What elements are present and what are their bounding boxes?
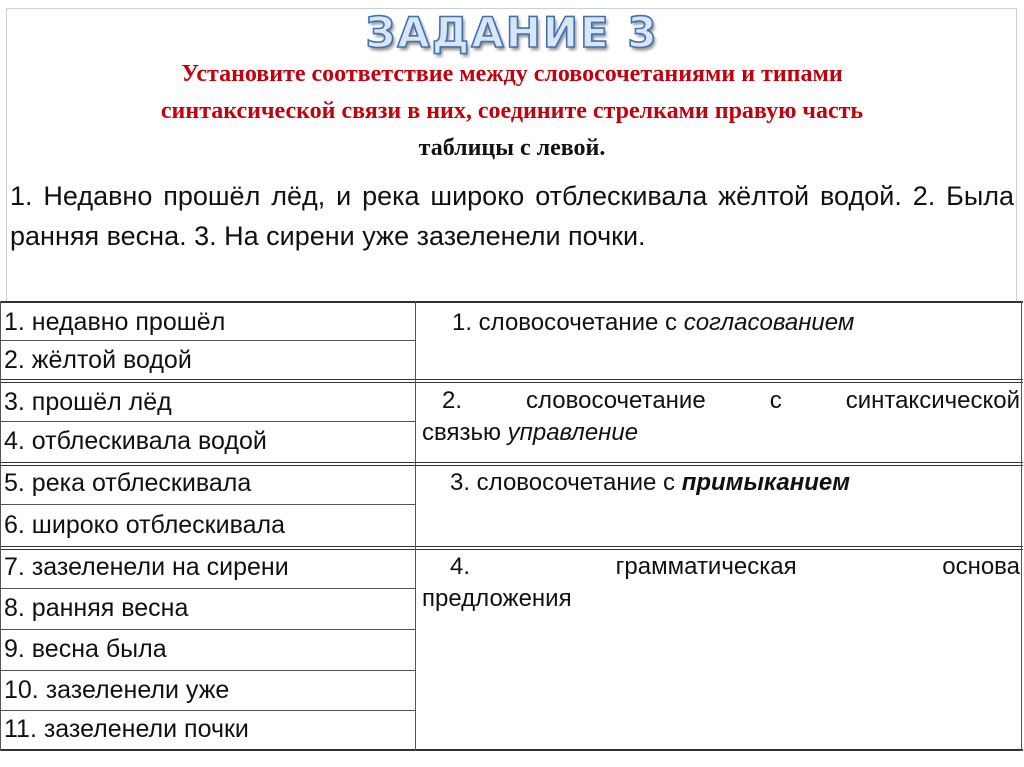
type-label: 4. bbox=[450, 553, 471, 580]
page-title: ЗАДАНИЕ 3 bbox=[365, 8, 659, 57]
phrase-cell: 10. зазеленели уже bbox=[4, 676, 230, 704]
row-divider bbox=[0, 629, 416, 630]
type-label: связью bbox=[422, 419, 501, 446]
type-agreement bbox=[422, 307, 1020, 339]
task-instruction bbox=[10, 56, 1014, 167]
table-border-top bbox=[0, 301, 1023, 303]
phrase-cell: 2. жёлтой водой bbox=[4, 346, 192, 374]
instruction-line-2: синтаксической связи в них, соедините стрелками правую часть bbox=[160, 98, 864, 124]
instruction-line-1: Установите соответствие между словосочетаниями и типами bbox=[181, 61, 843, 87]
type-term: примыканием bbox=[681, 469, 850, 496]
type-label: словосочетание bbox=[526, 387, 706, 414]
type-label: 2. bbox=[442, 387, 463, 414]
phrase-cell: 8. ранняя весна bbox=[4, 594, 189, 622]
group-divider bbox=[0, 462, 1023, 466]
group-divider bbox=[0, 379, 1023, 383]
phrase-cell: 9. весна была bbox=[4, 635, 167, 663]
phrase-cell: 1. недавно прошёл bbox=[4, 308, 226, 336]
type-label: синтаксической bbox=[845, 387, 1020, 414]
type-adjunction bbox=[422, 467, 1020, 499]
type-label: с bbox=[769, 387, 782, 414]
instruction-line-3: таблицы с левой. bbox=[418, 135, 606, 161]
matching-table bbox=[0, 301, 1023, 751]
row-divider bbox=[0, 421, 416, 422]
row-divider bbox=[0, 710, 416, 711]
table-border-right bbox=[1021, 301, 1022, 751]
column-divider bbox=[415, 301, 416, 751]
source-sentences: 1. Недавно прошёл лёд, и река широко отблескивала жёлтой водой. 2. Была ранняя весна. 3. На сирени уже зазеленели почки. bbox=[10, 181, 1014, 251]
group-divider bbox=[0, 546, 1023, 550]
phrase-cell: 5. река отблескивала bbox=[4, 469, 252, 497]
row-divider bbox=[0, 504, 416, 505]
phrase-cell: 3. прошёл лёд bbox=[4, 388, 172, 416]
row-divider bbox=[0, 588, 416, 589]
row-divider bbox=[0, 340, 416, 341]
type-label: предложения bbox=[422, 585, 572, 612]
type-label: 3. словосочетание с bbox=[450, 469, 676, 496]
phrase-cell: 4. отблескивала водой bbox=[4, 427, 267, 455]
phrase-cell: 7. зазеленели на сирени bbox=[4, 553, 289, 581]
row-divider bbox=[0, 670, 416, 671]
type-government bbox=[422, 385, 1020, 449]
type-grammatical-base bbox=[422, 551, 1020, 615]
type-term: согласованием bbox=[683, 309, 855, 336]
type-term: управление bbox=[507, 419, 639, 446]
table-border-bottom bbox=[0, 749, 1023, 751]
type-label: грамматическая bbox=[615, 553, 797, 580]
type-label: 1. словосочетание с bbox=[452, 309, 678, 336]
phrase-cell: 6. широко отблескивала bbox=[4, 511, 285, 539]
table-border-left bbox=[0, 301, 1, 751]
type-label: основа bbox=[942, 553, 1020, 580]
phrase-cell: 11. зазеленели почки bbox=[4, 715, 249, 743]
